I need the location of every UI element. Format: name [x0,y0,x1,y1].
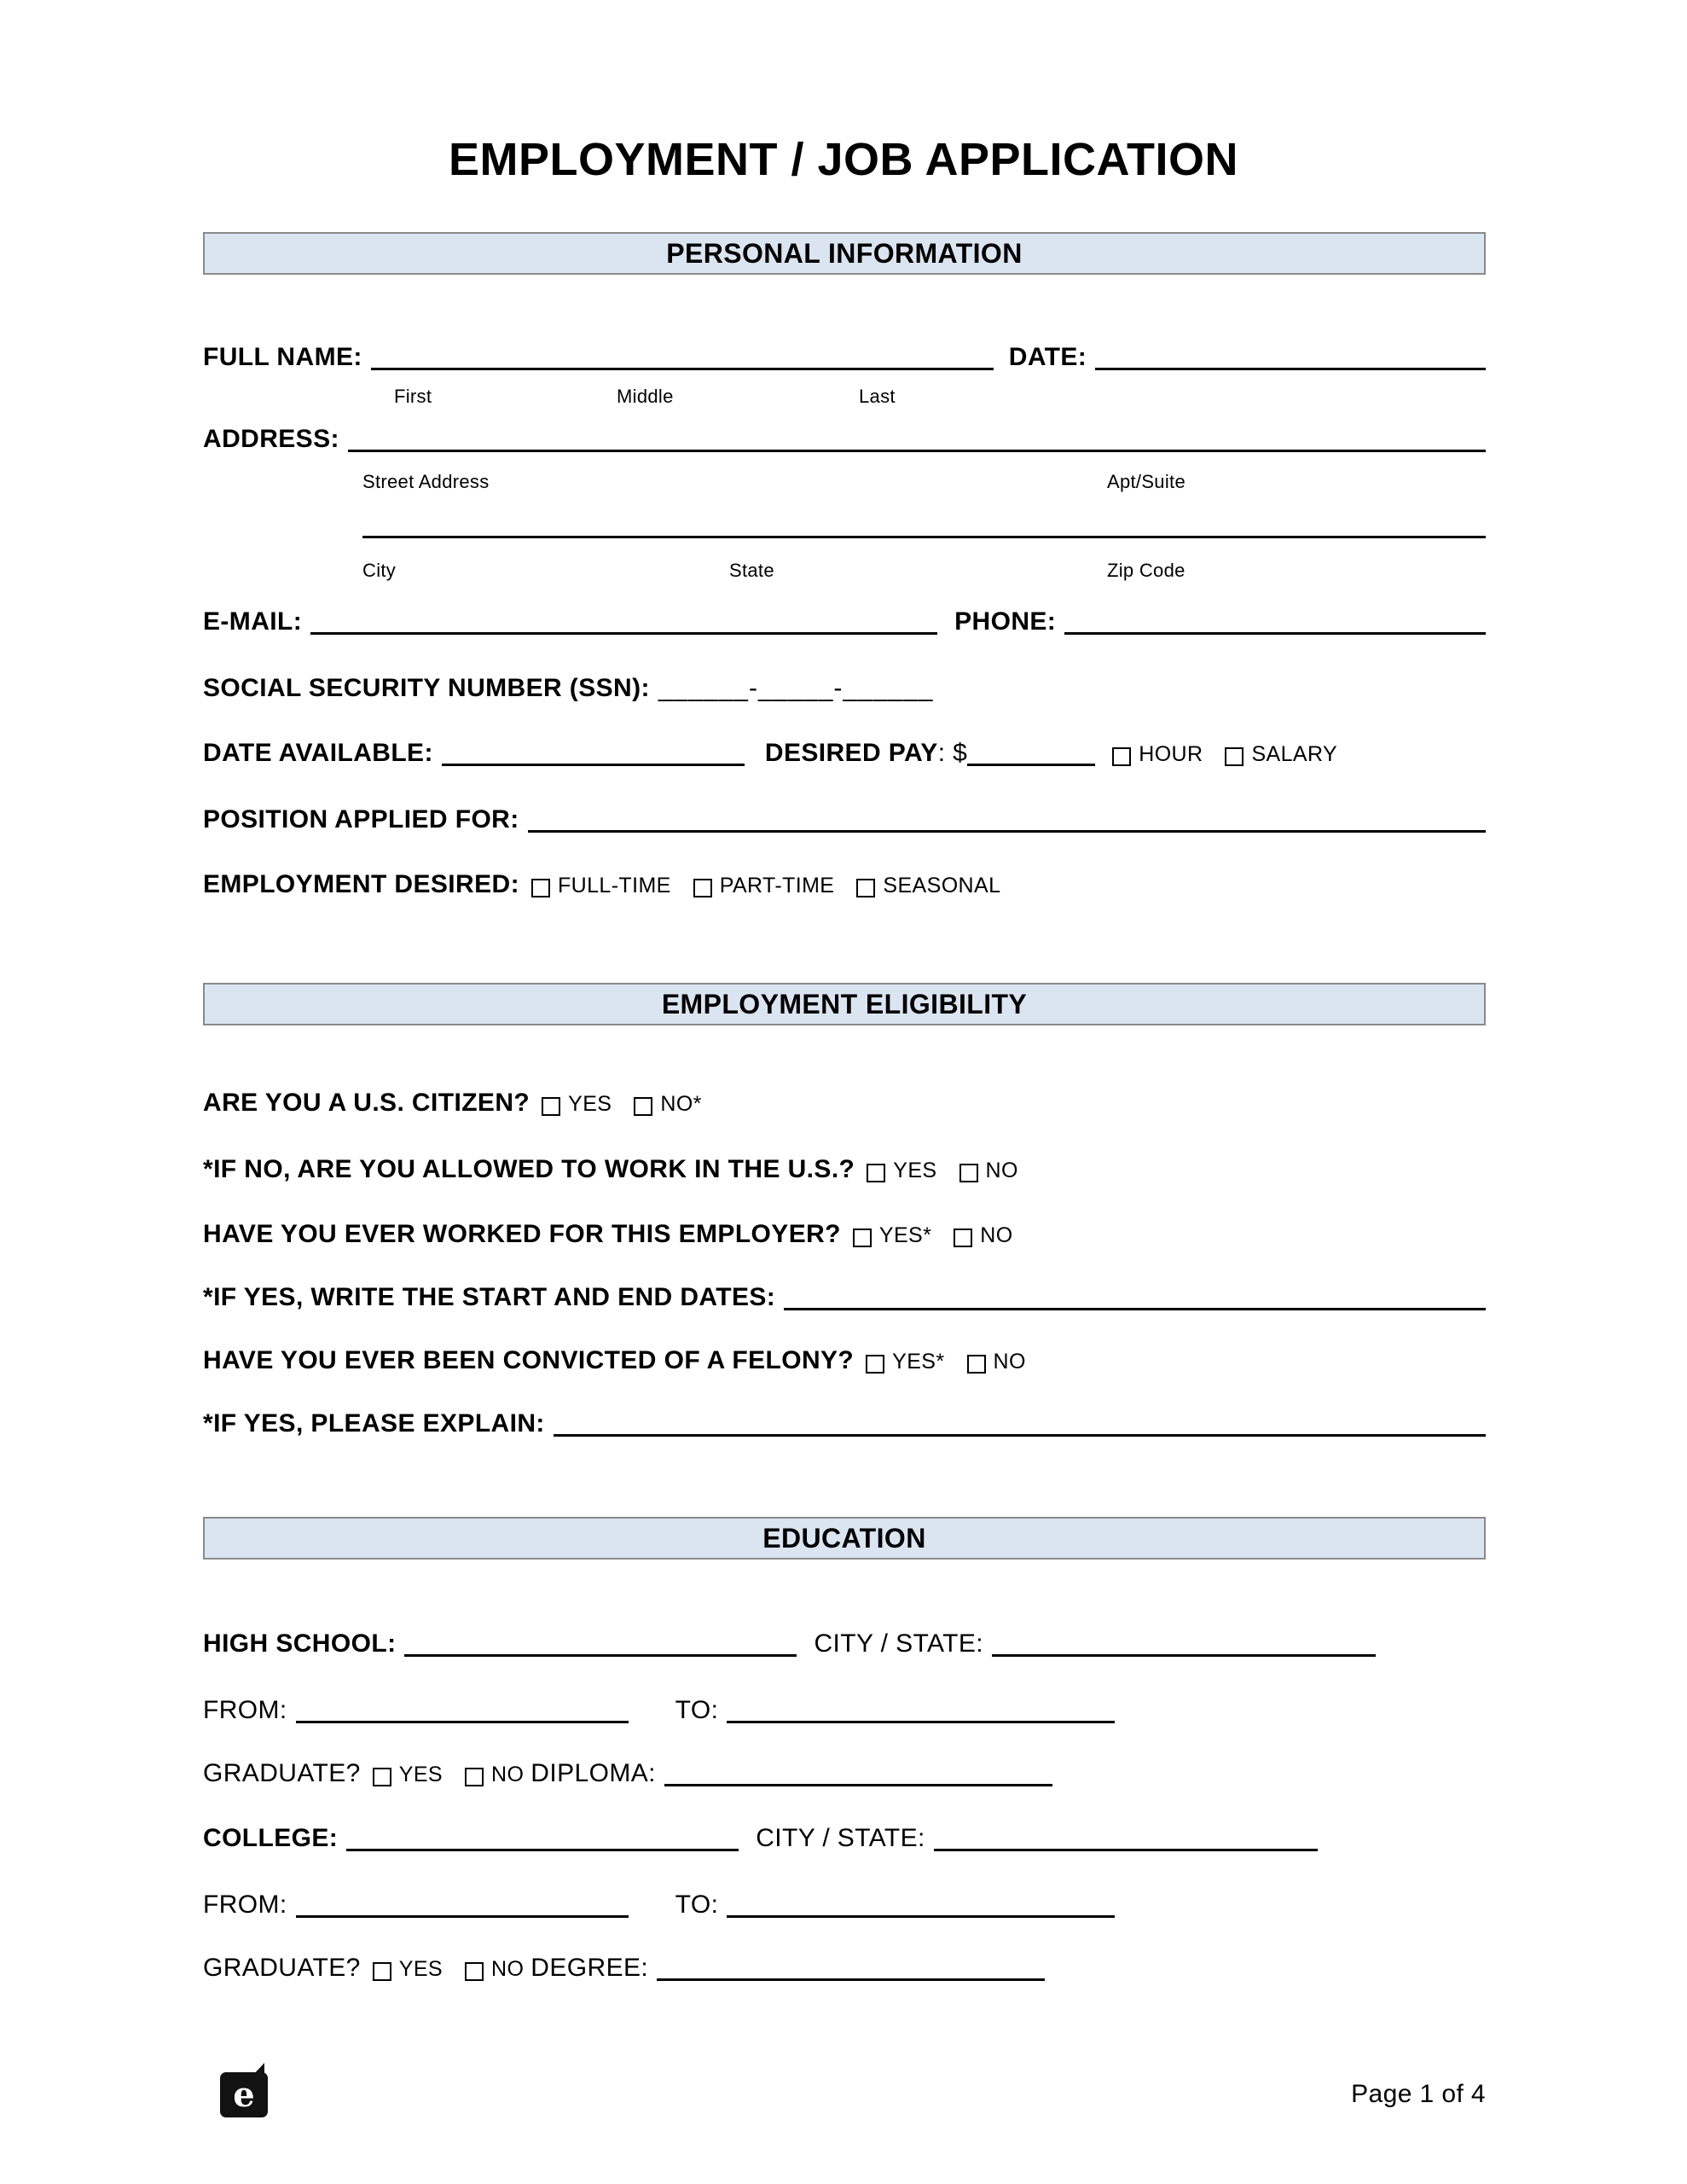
salary-checkbox[interactable] [1225,747,1244,766]
employment-desired-label: EMPLOYMENT DESIRED: [203,870,519,898]
page-title: EMPLOYMENT / JOB APPLICATION [448,134,1239,185]
allowed-to-work-question-label: *IF NO, ARE YOU ALLOWED TO WORK IN THE U.S.? [203,1155,855,1183]
phone-input-line[interactable] [1064,632,1486,635]
degree-label: DEGREE: [530,1954,649,1982]
hs-graduate-no-checkbox[interactable] [465,1768,484,1786]
college-graduate-label: GRADUATE? [203,1954,361,1982]
date-available-input-line[interactable] [442,764,745,766]
salary-option-label: SALARY [1251,742,1338,766]
date-available-pay-row [203,737,1486,770]
ssn-row [203,672,1486,704]
sublabel-apt-suite: Apt/Suite [1107,471,1186,492]
worked-before-question-row [203,1218,1486,1252]
position-input-line[interactable] [528,830,1486,833]
college-label: COLLEGE: [203,1824,339,1852]
hs-to-input-line[interactable] [727,1721,1115,1723]
phone-label: PHONE: [954,607,1057,636]
allowed-yes-label: YES [893,1159,937,1182]
city-state-zip-input-line[interactable] [362,536,1486,538]
hour-option-label: HOUR [1139,742,1203,766]
sublabel-city: City [362,560,397,581]
allowed-yes-checkbox[interactable] [867,1164,885,1182]
sublabel-zip-code: Zip Code [1107,560,1186,581]
college-city-state-label: CITY / STATE: [756,1824,925,1852]
address-label: ADDRESS: [203,425,339,453]
worked-no-checkbox[interactable] [954,1228,972,1247]
desired-pay-input-line[interactable] [967,764,1095,766]
part-time-checkbox[interactable] [693,879,712,897]
date-input-line[interactable] [1095,368,1486,370]
sublabel-first: First [394,386,432,407]
felony-no-checkbox[interactable] [967,1355,986,1374]
section-header-employment-eligibility [203,983,1486,1025]
high-school-input-line[interactable] [404,1654,797,1657]
email-phone-row [203,606,1486,637]
allowed-no-label: NO [985,1159,1018,1182]
full-name-row [203,341,1486,373]
section-title-eligibility: EMPLOYMENT ELIGIBILITY [661,988,1028,1019]
hour-checkbox[interactable] [1112,747,1131,766]
high-school-from-to-row [203,1694,1486,1726]
hs-graduate-no-label: NO [490,1763,525,1786]
college-from-to-row [203,1889,1486,1920]
worked-yes-checkbox[interactable] [853,1228,872,1247]
address-sublabels [203,471,1486,497]
start-end-dates-row [203,1281,1486,1313]
citizen-no-checkbox[interactable] [634,1097,652,1116]
college-from-label: FROM: [203,1891,287,1919]
address-sublabels-2 [203,560,1486,585]
worked-yes-label: YES* [878,1223,932,1247]
name-sublabels [203,386,1486,411]
date-available-label: DATE AVAILABLE: [203,739,433,767]
citizen-yes-label: YES [568,1092,612,1116]
college-to-input-line[interactable] [727,1915,1115,1918]
high-school-graduate-row [203,1757,1486,1791]
please-explain-input-line[interactable] [554,1434,1486,1437]
college-graduate-row [203,1952,1486,1985]
sublabel-middle: Middle [617,386,674,407]
full-time-option-label: FULL-TIME [557,874,671,897]
hs-graduate-label: GRADUATE? [203,1759,361,1787]
start-end-dates-label: *IF YES, WRITE THE START AND END DATES: [203,1283,776,1311]
hs-city-state-input-line[interactable] [992,1654,1376,1657]
college-input-line[interactable] [346,1849,739,1851]
hs-graduate-yes-checkbox[interactable] [373,1768,391,1786]
felony-question-row [203,1345,1486,1378]
section-header-education [203,1517,1486,1560]
position-applied-label: POSITION APPLIED FOR: [203,805,519,834]
felony-question-label: HAVE YOU EVER BEEN CONVICTED OF A FELONY? [203,1346,855,1374]
seasonal-checkbox[interactable] [856,879,875,897]
sublabel-state: State [729,560,774,581]
ssn-label: SOCIAL SECURITY NUMBER (SSN): [203,674,650,702]
start-end-dates-input-line[interactable] [784,1308,1486,1310]
worked-no-label: NO [980,1223,1013,1247]
allowed-no-checkbox[interactable] [959,1164,978,1182]
citizen-no-label: NO* [660,1092,702,1116]
address-row [203,423,1486,455]
date-label: DATE: [1008,343,1087,371]
college-graduate-no-checkbox[interactable] [465,1962,484,1981]
hs-city-state-label: CITY / STATE: [814,1629,984,1658]
citizen-question-label: ARE YOU A U.S. CITIZEN? [203,1089,530,1117]
ssn-input-line[interactable]: ______-_____-______ [658,674,934,702]
full-time-checkbox[interactable] [531,879,550,897]
eforms-logo-letter: e [233,2075,255,2115]
diploma-input-line[interactable] [664,1784,1052,1786]
position-row [203,804,1486,835]
full-name-label: FULL NAME: [203,343,362,371]
college-from-input-line[interactable] [296,1915,629,1918]
college-graduate-yes-checkbox[interactable] [373,1962,391,1981]
section-header-personal-information [203,232,1486,275]
page-number-row [203,2080,1486,2109]
college-graduate-no-label: NO [490,1957,525,1981]
high-school-row [203,1628,1486,1659]
degree-input-line[interactable] [657,1978,1045,1981]
hs-graduate-yes-label: YES [398,1763,443,1786]
section-title-personal: PERSONAL INFORMATION [666,237,1023,269]
college-graduate-yes-label: YES [398,1957,443,1981]
desired-pay-label: DESIRED PAY [764,739,938,767]
worked-before-question-label: HAVE YOU EVER WORKED FOR THIS EMPLOYER? [203,1220,841,1248]
college-to-label: TO: [675,1891,719,1919]
seasonal-option-label: SEASONAL [883,874,1001,897]
page-number: Page 1 of 4 [1351,2080,1486,2108]
desired-pay-separator: : $ [937,739,968,767]
section-title-education: EDUCATION [762,1522,926,1554]
hs-from-label: FROM: [203,1696,287,1724]
street-address-input-line[interactable] [348,450,1486,452]
college-row [203,1822,1486,1854]
college-city-state-input-line[interactable] [934,1849,1318,1851]
please-explain-row [203,1408,1486,1439]
citizen-yes-checkbox[interactable] [542,1097,560,1116]
felony-yes-label: YES* [892,1350,945,1374]
full-name-input-line[interactable] [371,368,994,370]
hs-from-input-line[interactable] [296,1721,629,1723]
employment-desired-row [203,868,1486,902]
please-explain-label: *IF YES, PLEASE EXPLAIN: [203,1409,545,1438]
high-school-label: HIGH SCHOOL: [203,1629,397,1658]
hs-to-label: TO: [675,1696,719,1724]
part-time-option-label: PART-TIME [719,874,835,897]
felony-no-label: NO [993,1350,1026,1374]
sublabel-street-address: Street Address [362,471,490,492]
address-row-2 [203,531,1486,533]
sublabel-last: Last [859,386,896,407]
email-label: E-MAIL: [203,607,303,636]
email-input-line[interactable] [310,632,937,635]
diploma-label: DIPLOMA: [530,1759,656,1787]
felony-yes-checkbox[interactable] [866,1355,884,1374]
allowed-to-work-question-row [203,1153,1486,1187]
citizen-question-row [203,1087,1486,1120]
